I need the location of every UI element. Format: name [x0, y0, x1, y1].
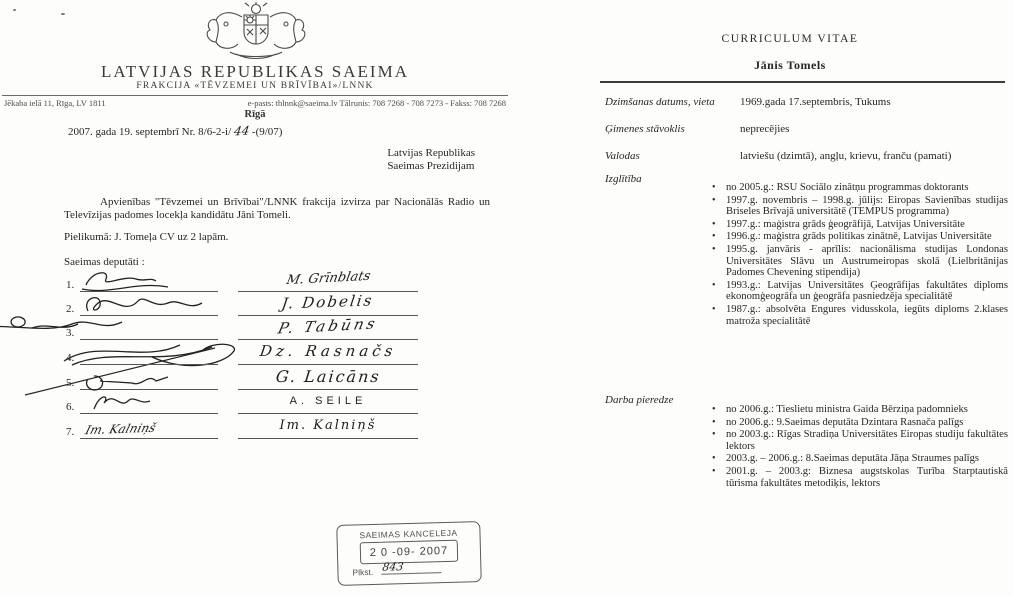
row-number: 5. — [66, 377, 75, 389]
deputy-name: G. Laicāns — [274, 367, 382, 386]
printed-name-field — [238, 269, 418, 292]
deputy-name: P. Tabūns — [276, 314, 380, 338]
cv-field-label: Valodas — [605, 150, 640, 162]
education-list — [710, 182, 1008, 328]
cv-section-label-experience: Darba pieredze — [605, 394, 674, 406]
reference-suffix: -(9/07) — [251, 126, 283, 138]
org-subtitle: FRAKCIJA «TĒVZEMEI UN BRĪVĪBAI»/LNNK — [136, 81, 374, 91]
signature-field — [80, 342, 218, 365]
printed-name-field — [238, 293, 418, 316]
reference-line — [68, 124, 282, 138]
education-item: • 1987.g.: absolvēta Engures vidusskola, iegūts diploms 2.klases matroža specialitātē — [710, 304, 1008, 327]
education-item: • 1996.g.: maģistra grāds politikas zinātnē, Latvijas Universitāte — [710, 231, 1008, 243]
scan-speck — [61, 13, 65, 15]
row-number: 6. — [66, 401, 75, 413]
row-number: 3. — [66, 327, 75, 339]
printed-name-field — [238, 416, 418, 439]
cv-field-label: Ģimenes stāvoklis — [605, 123, 685, 135]
addressee-line1: Latvijas Republikas — [387, 147, 475, 159]
cv-person-name: Jānis Tomels — [754, 58, 826, 72]
reference-number: 2007. gada 19. septembrī Nr. 8/6-2-i/ — [68, 126, 232, 138]
row-number: 1. — [66, 279, 75, 291]
deputy-name: A. SEILE — [289, 395, 367, 407]
row-number: 4. — [66, 352, 75, 364]
education-item: • no 2005.g.: RSU Sociālo zinātņu programmas doktorants — [710, 182, 1008, 194]
cv-title: CURRICULUM VITAE — [721, 33, 859, 45]
deputy-name: Im. Kalniņš — [279, 418, 377, 433]
org-contacts: e-pasts: tblnnk@saeima.lv Tālrunis: 708 7268 - 708 7273 - Fakss: 708 7268 — [247, 98, 506, 108]
row-number: 2. — [66, 303, 75, 315]
city-line: Rīgā — [244, 109, 266, 120]
cv-page — [590, 0, 1013, 596]
experience-item: • 2001.g. – 2003.g: Biznesa augstskolas Turība Starptautiskā tūrisma fakultātes metodiķis, lektors — [710, 466, 1008, 489]
scan-speck — [13, 9, 16, 11]
org-title: LATVIJAS REPUBLIKAS SAEIMA — [101, 62, 409, 81]
signature-field — [80, 269, 218, 292]
addressee-line2: Saeimas Prezidijam — [387, 160, 475, 172]
addressee-block — [387, 147, 475, 173]
signature-row — [0, 341, 510, 365]
signature-field — [80, 391, 218, 414]
stamp-time-handwritten: 843 — [381, 559, 443, 575]
stamp-time-label: Plkst. — [352, 566, 374, 578]
header-divider — [2, 95, 508, 96]
deputies-heading: Saeimas deputāti : — [64, 256, 145, 268]
deputy-name: J. Dobelis — [280, 291, 376, 313]
education-item: • 1997.g. novembris – 1998.g. jūlijs: Eiropas Savienības studijas Briseles Brīvajā universitātē (TEMPUS programma) — [710, 195, 1008, 218]
experience-item: • no 2006.g.: Tieslietu ministra Gaida Bērziņa padomnieks — [710, 404, 1008, 416]
cv-field-label: Dzimšanas datums, vieta — [605, 96, 715, 108]
signature-scribble — [80, 391, 170, 417]
cv-divider — [600, 81, 1005, 83]
letterhead-contact-row — [4, 98, 506, 108]
printed-name-field — [238, 342, 418, 365]
education-item: • 1997.g.: maģistra grāds ģeogrāfijā, Latvijas Universitāte — [710, 219, 1008, 231]
experience-item: • no 2006.g.: 9.Saeimas deputāta Dzintara Rasnača palīgs — [710, 417, 1008, 429]
education-item: • 1995.g. janvāris - aprīlis: nacionālisma studijas Londonas Universitātes Slāvu un Austrumeiropas skolā (Lielbritānijas Padomes Chevening stipendija) — [710, 244, 1008, 279]
experience-list — [710, 404, 1008, 490]
latvia-coat-of-arms-icon — [200, 2, 312, 62]
printed-name-field — [238, 367, 418, 390]
cv-field-value: 1969.gada 17.septembris, Tukums — [740, 96, 891, 108]
signature-field — [80, 416, 218, 439]
experience-item: • 2003.g. – 2006.g.: 8.Saeimas deputāta Jāņa Straumes palīgs — [710, 453, 1008, 465]
org-address: Jēkaba ielā 11, Rīga, LV 1811 — [4, 98, 106, 108]
signature-row — [0, 268, 510, 292]
experience-item: • no 2003.g.: Rīgas Stradiņa Universitātes Eiropas studiju fakultātes lektors — [710, 429, 1008, 452]
cv-section-label-education: Izglītība — [605, 173, 642, 185]
printed-name-field — [238, 314, 418, 340]
signature-field — [80, 367, 218, 390]
letter-body: Apvienības "Tēvzemei un Brīvībai"/LNNK frakcija izvirza par Nacionālās Radio un Televīzijas padomes locekļa kandidātu Jāni Tomeli. — [64, 196, 490, 221]
signature-row — [0, 415, 510, 439]
handwritten-number: 44 — [232, 123, 251, 139]
cv-field-value: latviešu (dzimtā), angļu, krievu, franču (pamati) — [740, 150, 952, 162]
signature-row — [0, 366, 510, 390]
cv-field-value: neprecējies — [740, 123, 790, 135]
deputy-name: Dz. Rasnačs — [258, 342, 398, 360]
education-item: • 1993.g.: Latvijas Universitātes Ģeogrāfijas fakultātes diploms ekonomģeogrāfa un ģeogrāfa pasniedzēja specialitātē — [710, 280, 1008, 303]
attachment-line: Pielikumā: J. Tomeļa CV uz 2 lapām. — [64, 231, 229, 243]
signature-row — [0, 390, 510, 414]
deputy-signature-text: Im. Kalniņš — [83, 420, 158, 438]
deputy-name: M. Grīnblats — [284, 268, 372, 289]
registry-stamp — [336, 521, 482, 586]
row-number: 7. — [66, 426, 75, 438]
stamp-title: SAEIMAS KANCELEJA — [359, 527, 458, 541]
stamp-date: 2 0 -09- 2007 — [360, 540, 459, 565]
printed-name-field — [238, 391, 418, 414]
